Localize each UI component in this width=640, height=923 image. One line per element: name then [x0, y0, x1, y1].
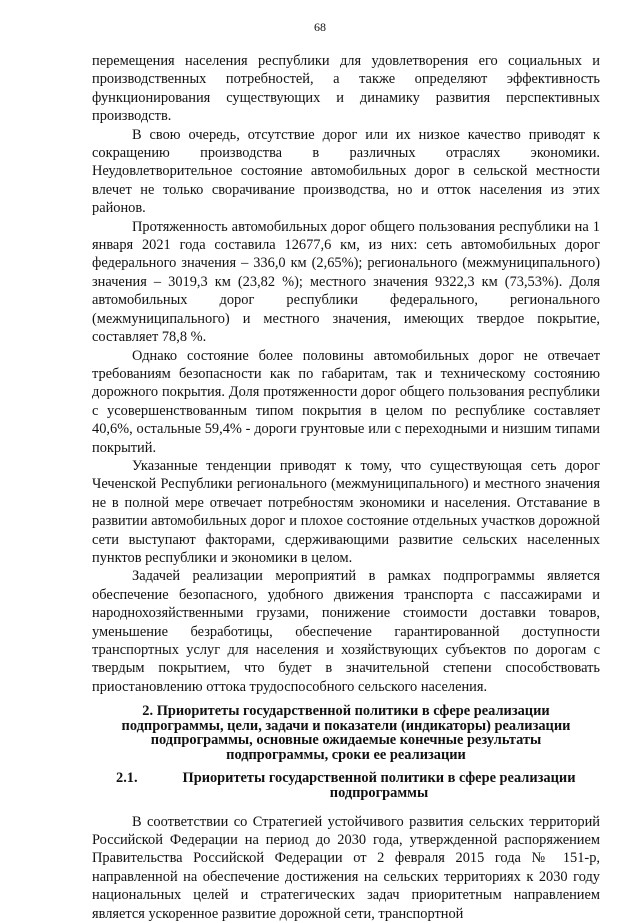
paragraph-objective: Задачей реализации мероприятий в рамках подпрограммы является обеспечение безопасного, удобного движения транспорта с пассажирами и народнохозяйственными грузами, понижение стоимости доставки товаров, уменьшение безработицы, обеспечение гарантированной доступности транспортных услуг для населения и хозяйствующих субъектов по дорогам с твердым покрытием, что будет в значительной степени способствовать приостановлению оттока трудоспособного сельского населения. [92, 568, 600, 695]
paragraph-continuation: перемещения населения республики для удовлетворения его социальных и производственных потребностей, а также определяют эффективность функционирования существующих и динамику развития перспективных производств. [92, 53, 600, 125]
page-content [92, 52, 600, 923]
page-number: 68 [314, 20, 326, 34]
subsection-title: Приоритеты государственной политики в сфере реализации подпрограммы [182, 769, 576, 801]
paragraph-trends: Указанные тенденции приводят к тому, что существующая сеть дорог Чеченской Республики регионального (межмуниципального) и местного значения не в полной мере отвечает потребностям экономики и населения. Отставание в развитии автомобильных дорог и плохое состояние отдельных участков дорожной сети выступают факторами, сдерживающими развитие сельских населенных пунктов республики и экономики в целом. [92, 457, 600, 566]
subsection-number: 2.1. [116, 769, 138, 786]
subsection-heading [92, 771, 600, 801]
paragraph-strategy: В соответствии со Стратегией устойчивого развития сельских территорий Российской Федерации на период до 2030 года, утвержденной распоряжением Правительства Российской Федерации от 2 февраля 2015 года № 151-р, направленной на обеспечение достижения на сельских территориях к 2030 году национальных целей и стратегических задач приоритетным направлением является ускоренное развитие дорожной сети, транспортной [92, 813, 600, 922]
section-heading: 2. Приоритеты государственной политики в сфере реализации подпрограммы, цели, задачи и показатели (индикаторы) реализации подпрограммы, основные ожидаемые конечные результаты подпрограммы, сроки ее реализации [121, 703, 571, 763]
paragraph-road-length: Протяженность автомобильных дорог общего пользования республики на 1 января 2021 года составила 12677,6 км, из них: сеть автомобильных дорог федерального значения – 336,0 км (2,65%); регионального (межмуниципального) значения – 3019,3 км (23,82 %); местного значения 9322,3 км (73,53%). Доля автомобильных дорог республики федерального, регионального (межмуниципального) и местного значения, имеющих твердое покрытие, составляет 78,8 %. [92, 218, 600, 346]
paragraph-road-absence: В свою очередь, отсутствие дорог или их низкое качество приводят к сокращению производства в различных отраслях экономики. Неудовлетворительное состояние автомобильных дорог в сельской местности влечет не только сворачивание производства, но и отток населения из этих районов. [92, 126, 600, 217]
paragraph-road-condition: Однако состояние более половины автомобильных дорог не отвечает требованиям безопасности как по габаритам, так и техническому состоянию дорожного покрытия. Доля протяженности дорог общего пользования республики с усовершенствованным типом покрытия в целом по республике составляет 40,6%, остальные 59,4% - дороги грунтовые или с переходными и низшим типами покрытий. [92, 347, 600, 456]
